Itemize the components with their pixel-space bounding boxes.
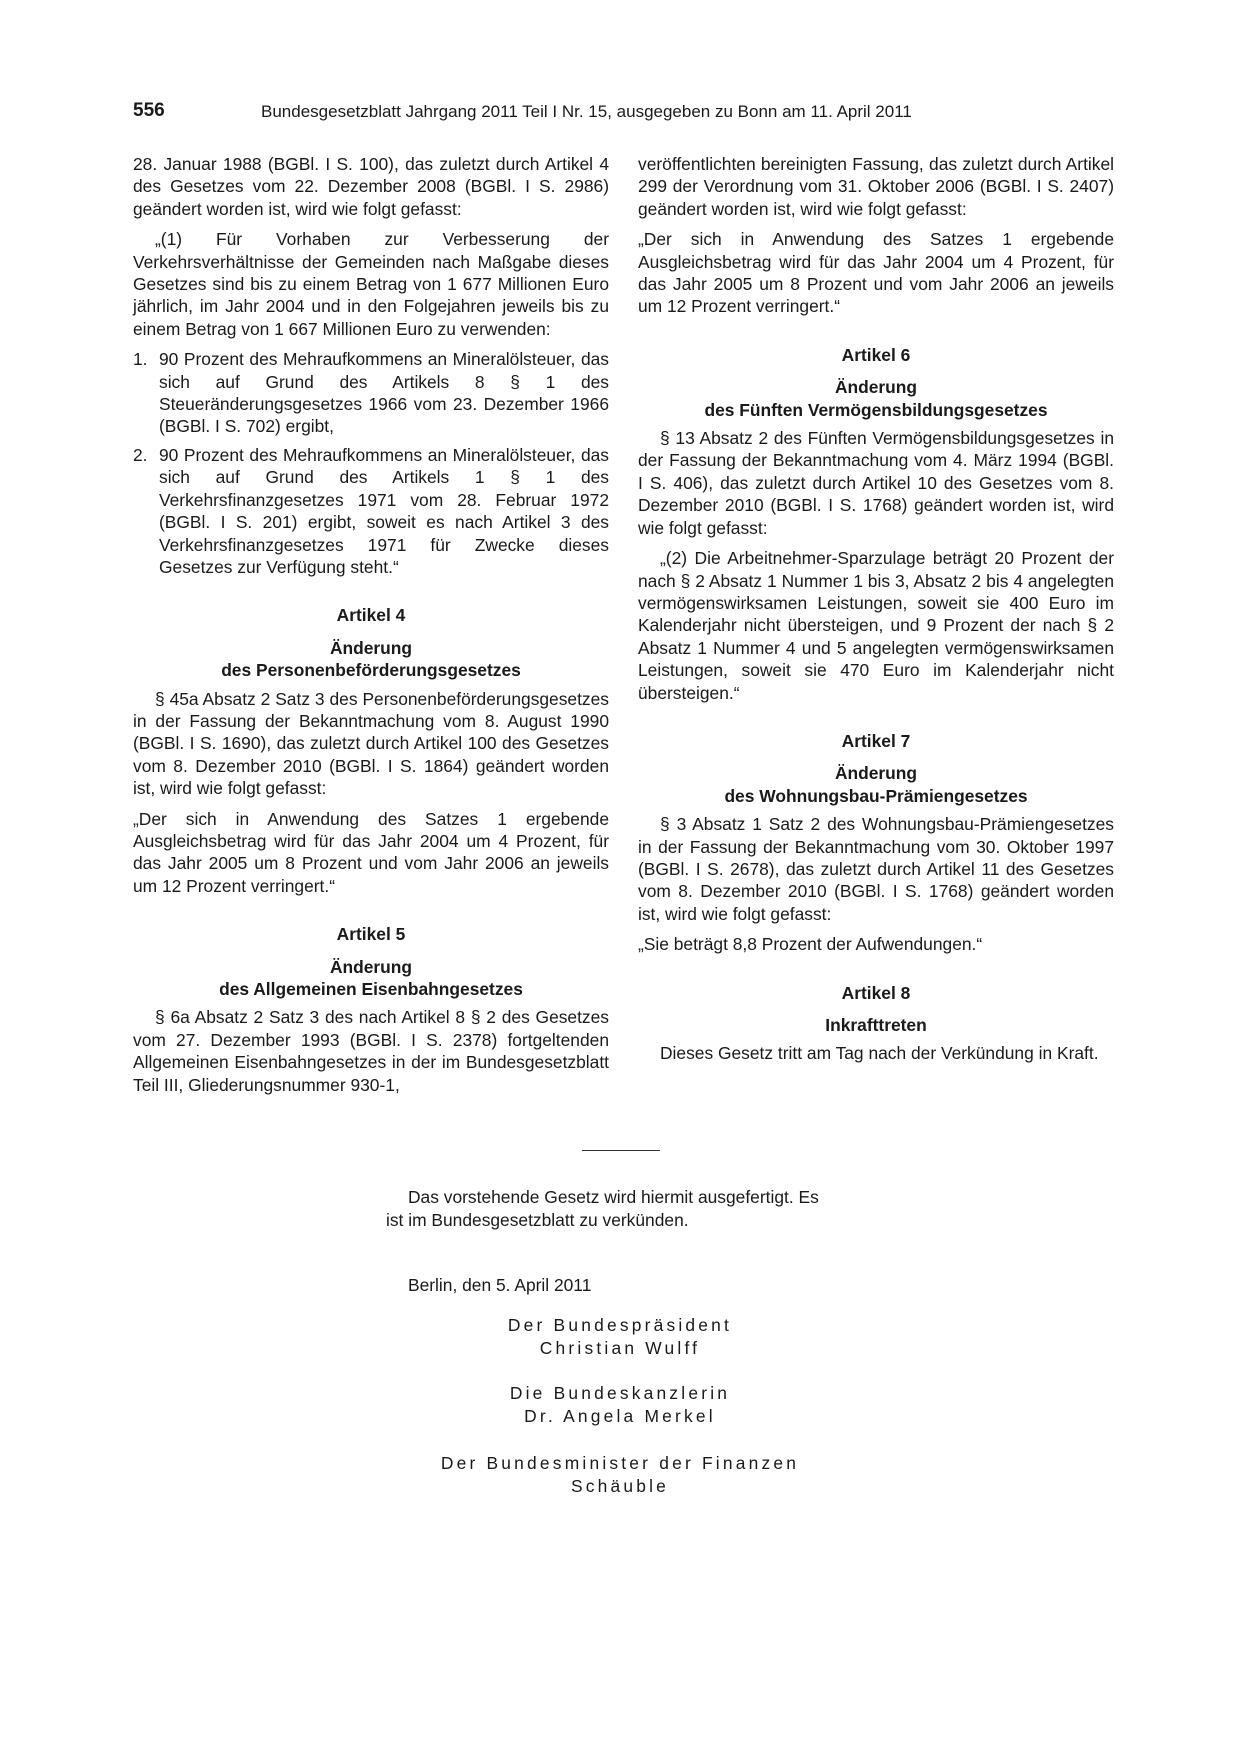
list-item-text: 90 Prozent des Mehraufkommens an Mineralölsteuer, das sich auf Grund des Artikels 8 § 1 des Steueränderungsgesetzes 1966 vom 23. Dezember 1966 (BGBl. I S. 702) ergibt, bbox=[159, 349, 609, 437]
paragraph: „(2) Die Arbeitnehmer-Sparzulage beträgt 20 Prozent der nach § 2 Absatz 1 Nummer 1 bis 3, Absatz 2 bis 4 angelegten vermögenswirksamen Leistungen, soweit sie 400 Euro im Kalenderjahr nicht übersteigen, und 9 Prozent der nach § 2 Absatz 1 Nummer 4 und 5 angelegten vermögenswirksamen Leistungen, soweit sie 470 Euro im Kalenderjahr nicht übersteigen.“ bbox=[638, 548, 1114, 703]
paragraph: Dieses Gesetz tritt am Tag nach der Verkündung in Kraft. bbox=[660, 1043, 1099, 1064]
list-item bbox=[133, 444, 609, 578]
signature-role: Der Bundesminister der Finanzen bbox=[440, 1453, 800, 1473]
paragraph: „Der sich in Anwendung des Satzes 1 ergebende Ausgleichsbetrag wird für das Jahr 2004 um 4 Prozent, für das Jahr 2005 um 8 Prozent und vom Jahr 2006 an jeweils um 12 Prozent verringert.“ bbox=[638, 229, 1114, 317]
left-column bbox=[133, 153, 609, 1104]
closing-line-2: ist im Bundesgesetzblatt zu verkünden. bbox=[386, 1210, 689, 1230]
header-title: Bundesgesetzblatt Jahrgang 2011 Teil I Nr. 15, ausgegeben zu Bonn am 11. April 2011 bbox=[261, 102, 912, 121]
closing-line-1: Das vorstehende Gesetz wird hiermit ausgefertigt. Es bbox=[408, 1187, 819, 1207]
closing-statement bbox=[386, 1186, 866, 1232]
article-7-title: Änderung bbox=[834, 763, 918, 784]
paragraph: „(1) Für Vorhaben zur Verbesserung der Verkehrsverhältnisse der Gemeinden nach Maßgabe dieses Gesetzes sind bis zu einem Betrag von 1 677 Millionen Euro jährlich, im Jahr 2004 und in den Folgejahren jeweils bis zu einem Betrag von 1 667 Millionen Euro zu verwenden: bbox=[133, 229, 609, 339]
paragraph: veröffentlichten bereinigten Fassung, das zuletzt durch Artikel 299 der Verordnung vom 31. Oktober 2006 (BGBl. I S. 2407) geändert worden ist, wird wie folgt gefasst: bbox=[638, 154, 1114, 219]
divider bbox=[582, 1150, 660, 1151]
paragraph: § 13 Absatz 2 des Fünften Vermögensbildungsgesetzes in der Fassung der Bekanntmachung vom 4. März 1994 (BGBl. I S. 406), das zuletzt durch Artikel 10 des Gesetzes vom 8. Dezember 2010 (BGBl. I S. 1768) geändert worden ist, wird wie folgt gefasst: bbox=[638, 428, 1114, 538]
article-6-heading: Artikel 6 bbox=[841, 344, 911, 365]
article-4-heading: Artikel 4 bbox=[336, 605, 406, 626]
page-header bbox=[133, 100, 1113, 128]
signature-name: Christian Wulff bbox=[539, 1338, 701, 1358]
signature-role: Der Bundespräsident bbox=[507, 1315, 733, 1335]
article-6-title: Änderung bbox=[834, 377, 918, 398]
article-5-title: Änderung bbox=[329, 956, 413, 977]
article-5-subtitle: des Allgemeinen Eisenbahngesetzes bbox=[219, 979, 523, 999]
signature-name: Schäuble bbox=[570, 1476, 670, 1496]
paragraph: § 45a Absatz 2 Satz 3 des Personenbeförderungsgesetzes in der Fassung der Bekanntmachung vom 8. August 1990 (BGBl. I S. 1690), das zuletzt durch Artikel 100 des Gesetzes vom 8. Dezember 2010 (BGBl. I S. 1864) geändert worden ist, wird wie folgt gefasst: bbox=[133, 688, 609, 799]
list-number: 1. bbox=[133, 349, 148, 370]
article-4-subtitle: des Personenbeförderungsgesetzes bbox=[221, 660, 521, 681]
right-column bbox=[638, 153, 1114, 1073]
signature-name: Dr. Angela Merkel bbox=[524, 1406, 716, 1426]
paragraph: § 3 Absatz 1 Satz 2 des Wohnungsbau-Prämiengesetzes in der Fassung der Bekanntmachung vom 30. Oktober 1997 (BGBl. I S. 2678), das zuletzt durch Artikel 11 des Gesetzes vom 8. Dezember 2010 (BGBl. I S. 1768) geändert worden ist, wird wie folgt gefasst: bbox=[638, 814, 1114, 924]
signature-block-chancellor bbox=[380, 1382, 860, 1428]
article-8-title: Inkrafttreten bbox=[825, 1015, 927, 1035]
list-number: 2. bbox=[133, 444, 148, 465]
article-8-heading: Artikel 8 bbox=[841, 982, 911, 1003]
signature-block-president bbox=[380, 1314, 860, 1360]
page-number: 556 bbox=[133, 100, 165, 121]
paragraph: „Sie beträgt 8,8 Prozent der Aufwendungen.“ bbox=[638, 934, 983, 955]
list-item bbox=[133, 348, 609, 438]
article-6-subtitle: des Fünften Vermögensbildungsgesetzes bbox=[704, 399, 1048, 420]
signature-role: Die Bundeskanzlerin bbox=[509, 1383, 731, 1403]
paragraph: „Der sich in Anwendung des Satzes 1 ergebende Ausgleichsbetrag wird für das Jahr 2004 um 4 Prozent, für das Jahr 2005 um 8 Prozent und vom Jahr 2006 an jeweils um 12 Prozent verringert.“ bbox=[133, 808, 609, 896]
list-item-text: 90 Prozent des Mehraufkommens an Mineralölsteuer, das sich auf Grund des Artikels 1 § 1 des Verkehrsfinanzgesetzes 1971 vom 28. Februar 1972 (BGBl. I S. 201) ergibt, soweit es nach Artikel 3 des Verkehrsfinanzgesetzes 1971 für Zwecke dieses Gesetzes zur Verfügung steht.“ bbox=[159, 444, 609, 577]
article-7-heading: Artikel 7 bbox=[841, 730, 911, 751]
article-5-heading: Artikel 5 bbox=[336, 924, 406, 945]
paragraph: 28. Januar 1988 (BGBl. I S. 100), das zuletzt durch Artikel 4 des Gesetzes vom 22. Dezember 2008 (BGBl. I S. 2986) geändert worden ist, wird wie folgt gefasst: bbox=[133, 154, 609, 219]
numbered-list bbox=[133, 348, 609, 578]
paragraph: § 6a Absatz 2 Satz 3 des nach Artikel 8 § 2 des Gesetzes vom 27. Dezember 1993 (BGBl. I S. 2378) fortgeltenden Allgemeinen Eisenbahngesetzes in der im Bundesgesetzblatt Teil III, Gliederungsnummer 930-1, bbox=[133, 1007, 609, 1095]
place-date: Berlin, den 5. April 2011 bbox=[408, 1275, 592, 1295]
article-4-title: Änderung bbox=[329, 637, 413, 658]
article-7-subtitle: des Wohnungsbau-Prämiengesetzes bbox=[724, 785, 1028, 806]
signature-block-finance-minister bbox=[380, 1452, 860, 1498]
